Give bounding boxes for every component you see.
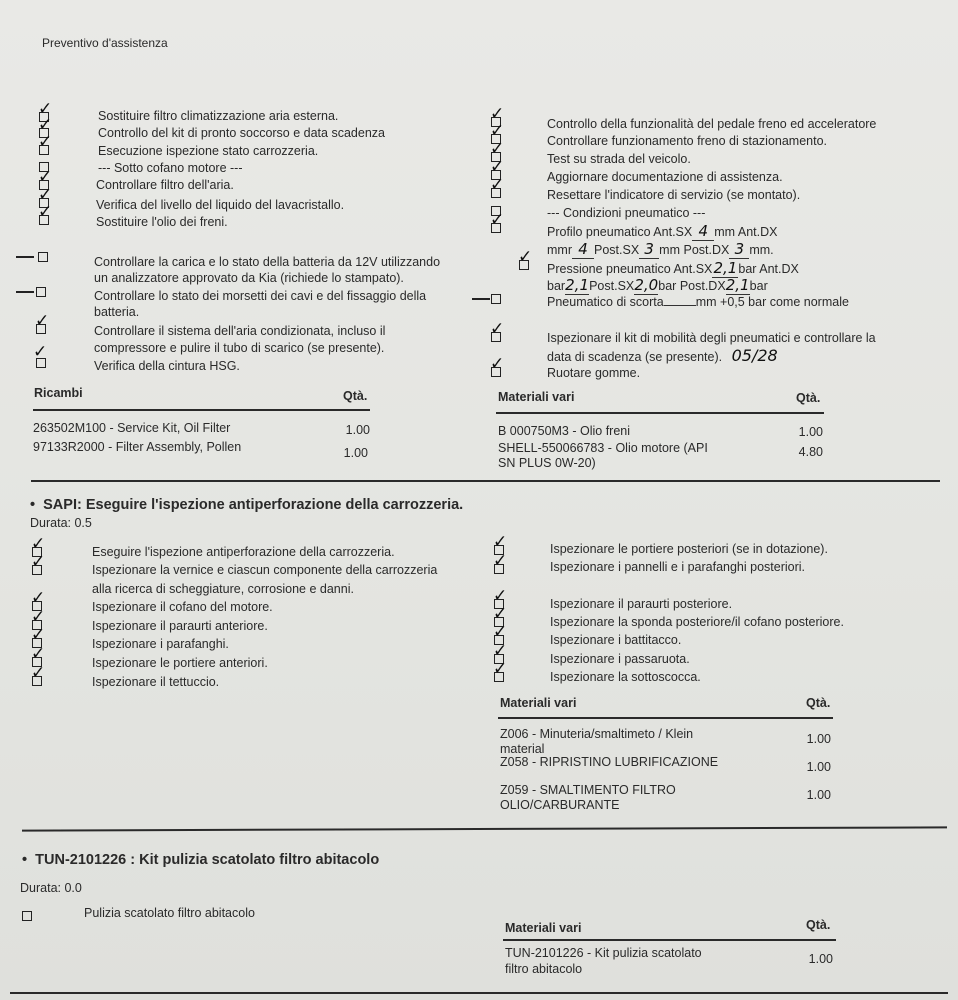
checklist-item-label: --- Sotto cofano motore --- xyxy=(98,161,243,175)
check-mark-icon: ✓ xyxy=(493,551,508,571)
checklist-item-label: Verifica del livello del liquido del lavacristallo. xyxy=(96,198,345,212)
handwritten-date: 05/28 xyxy=(731,346,778,365)
table-header-name: Materiali vari xyxy=(505,921,582,935)
checkbox[interactable] xyxy=(22,911,32,921)
check-mark-icon: ✓ xyxy=(490,104,505,124)
checklist-item-label: Ispezionare il cofano del motore. xyxy=(92,600,273,614)
checklist-item-label: Ispezionare le portiere anteriori. xyxy=(92,656,268,670)
checklist-item-label: Controllare funzionamento freno di stazionamento. xyxy=(547,134,828,148)
checklist-item-label: Controllare il sistema dell'aria condizionata, incluso il xyxy=(94,324,386,338)
table-cell-qty: 1.00 xyxy=(798,425,823,439)
checklist-item-label: Ispezionare la vernice e ciascun componente della carrozzeria xyxy=(92,563,438,577)
checkbox[interactable] xyxy=(38,252,48,262)
table-cell-name-cont: SN PLUS 0W-20) xyxy=(498,456,596,470)
section-divider xyxy=(10,992,948,994)
checklist-item-label: Ispezionare la sponda posteriore/il cofano posteriore. xyxy=(550,615,844,629)
tire-pressure-line-2: bar2,1Post.SX2,0bar Post.DX2,1bar xyxy=(547,276,768,294)
checklist-item-label: Ispezionare i pannelli e i parafanghi posteriori. xyxy=(550,560,806,574)
checklist-item-label-cont: alla ricerca di scheggiature, corrosione e danni. xyxy=(92,582,354,596)
checklist-item-label-cont: batteria. xyxy=(94,305,140,319)
table-header-qty: Qtà. xyxy=(796,391,821,405)
check-mark-icon: ✓ xyxy=(493,532,508,552)
check-mark-icon: ✓ xyxy=(38,132,53,152)
checklist-item-label: Controllo della funzionalità del pedale freno ed acceleratore xyxy=(547,117,877,131)
table-cell-qty: 1.00 xyxy=(808,952,833,966)
checklist-item-label-cont: data di scadenza (se presente). 05/28 xyxy=(547,346,778,365)
checklist-item-label: Ispezionare il paraurti posteriore. xyxy=(550,597,733,611)
table-header-qty: Qtà. xyxy=(806,918,831,932)
checklist-item-label-cont: compressore e pulire il tubo di scarico (se presente). xyxy=(94,341,385,355)
table-cell-name-cont: material xyxy=(500,742,545,756)
check-mark-icon: ✓ xyxy=(490,139,505,159)
handwritten-dash-mark xyxy=(472,298,490,300)
checklist-item-label: Aggiornare documentazione di assistenza. xyxy=(547,170,783,184)
check-mark-icon: ✓ xyxy=(38,185,53,205)
check-mark-icon: ✓ xyxy=(490,121,505,141)
checklist-item-label: Ispezionare i battitacco. xyxy=(550,633,682,647)
check-mark-icon: ✓ xyxy=(31,552,46,572)
check-mark-icon: ✓ xyxy=(493,586,508,606)
table-cell-name: SHELL-550066783 - Olio motore (API xyxy=(498,441,708,455)
table-cell-name-cont: filtro abitacolo xyxy=(505,962,583,976)
checklist-item-label-cont: un analizzatore approvato da Kia (richiede lo stampato). xyxy=(94,271,404,285)
checklist-item-label: Resettare l'indicatore di servizio (se montato). xyxy=(547,188,801,202)
checklist-item-label: Ispezionare il paraurti anteriore. xyxy=(92,619,268,633)
table-cell-name: 263502M100 - Service Kit, Oil Filter xyxy=(33,421,231,435)
checklist-item-label: Ispezionare il tettuccio. xyxy=(92,675,220,689)
section-title-sapi: • SAPI: Eseguire l'ispezione antiperforazione della carrozzeria. xyxy=(30,497,464,513)
table-cell-name: B 000750M3 - Olio freni xyxy=(498,424,631,438)
checklist-item-label: Sostituire l'olio dei freni. xyxy=(96,215,228,229)
tire-pressure-line-1: Pressione pneumatico Ant.SX2,1bar Ant.DX xyxy=(547,259,799,277)
table-cell-name: Z059 - SMALTIMENTO FILTRO xyxy=(500,783,676,797)
check-mark-icon: ✓ xyxy=(493,622,508,642)
document-title: Preventivo d'assistenza xyxy=(42,36,168,50)
section-duration: Durata: 0.5 xyxy=(30,516,92,530)
check-mark-icon: ✓ xyxy=(518,247,533,267)
check-mark-icon: ✓ xyxy=(38,167,53,187)
checklist-item-label: Sostituire filtro climatizzazione aria esterna. xyxy=(98,109,339,123)
checklist-item-label: Pulizia scatolato filtro abitacolo xyxy=(84,906,255,920)
check-mark-icon: ✓ xyxy=(493,641,508,661)
checklist-item-label: Test su strada del veicolo. xyxy=(547,152,691,166)
checklist-item-label: Ispezionare il kit di mobilità degli pneumatici e controllare la xyxy=(547,331,876,345)
table-header-name: Materiali vari xyxy=(498,390,575,404)
tire-profile-line-2: mmr 4 Post.SX 3 mm Post.DX 3 mm. xyxy=(547,240,774,258)
checklist-item-label: Pneumatico di scorta mm +0,5 bar come normale xyxy=(547,295,849,309)
table-header-rule xyxy=(496,412,824,414)
table-cell-name: Z058 - RIPRISTINO LUBRIFICAZIONE xyxy=(500,755,719,769)
checklist-item-label: --- Condizioni pneumatico --- xyxy=(547,206,706,220)
table-header-qty: Qtà. xyxy=(806,696,831,710)
check-mark-icon: ✓ xyxy=(31,607,46,627)
checklist-item-label: Controllare lo stato dei morsetti dei cavi e del fissaggio della xyxy=(94,289,427,303)
table-header-rule xyxy=(498,717,833,719)
table-header-name: Ricambi xyxy=(34,386,83,400)
table-cell-name: 97133R2000 - Filter Assembly, Pollen xyxy=(33,440,242,454)
check-mark-icon: ✓ xyxy=(38,202,53,222)
checklist-item-label: Ispezionare i parafanghi. xyxy=(92,637,229,651)
check-mark-icon: ✓ xyxy=(490,319,505,339)
table-header-rule xyxy=(33,409,370,411)
check-mark-icon: ✓ xyxy=(490,175,505,195)
section-title-tun: • TUN-2101226 : Kit pulizia scatolato filtro abitacolo xyxy=(22,852,380,868)
table-cell-qty: 1.00 xyxy=(806,788,831,802)
check-mark-icon: ✓ xyxy=(493,659,508,679)
section-divider xyxy=(31,480,940,482)
check-mark-icon: ✓ xyxy=(38,99,53,119)
checkbox[interactable] xyxy=(491,294,501,304)
tire-profile-line-1: Profilo pneumatico Ant.SX 4 mm Ant.DX xyxy=(547,222,778,240)
table-header-name: Materiali vari xyxy=(500,696,577,710)
check-mark-icon: ✓ xyxy=(35,311,50,331)
check-mark-icon: ✓ xyxy=(493,604,508,624)
check-mark-icon: ✓ xyxy=(31,625,46,645)
checklist-item-label: Ispezionare le portiere posteriori (se in dotazione). xyxy=(550,542,828,556)
table-cell-qty: 4.80 xyxy=(798,445,823,459)
check-mark-icon: ✓ xyxy=(490,354,505,374)
checklist-item-label: Esecuzione ispezione stato carrozzeria. xyxy=(98,144,319,158)
section-duration: Durata: 0.0 xyxy=(20,881,82,895)
table-header-rule xyxy=(503,939,836,941)
checklist-item-label: Eseguire l'ispezione antiperforazione della carrozzeria. xyxy=(92,545,395,559)
checklist-item-label: Controllare la carica e lo stato della batteria da 12V utilizzando xyxy=(94,255,441,269)
handwritten-dash-mark xyxy=(16,291,34,293)
checklist-item-label: Controllare filtro dell'aria. xyxy=(96,178,234,192)
checklist-item-label: Controllo del kit di pronto soccorso e data scadenza xyxy=(98,126,385,140)
check-mark-icon: ✓ xyxy=(31,534,46,554)
checklist-item-label: Ruotare gomme. xyxy=(547,366,641,380)
checklist-item-label: Verifica della cintura HSG. xyxy=(94,359,240,373)
table-cell-name: Z006 - Minuteria/smaltimeto / Klein xyxy=(500,727,694,741)
checkbox[interactable] xyxy=(36,287,46,297)
table-header-qty: Qtà. xyxy=(343,389,368,403)
check-mark-icon: ✓ xyxy=(33,342,48,362)
handwritten-dash-mark xyxy=(16,256,34,258)
check-mark-icon: ✓ xyxy=(31,644,46,664)
checklist-item-label: Ispezionare i passaruota. xyxy=(550,652,690,666)
check-mark-icon: ✓ xyxy=(38,115,53,135)
check-mark-icon: ✓ xyxy=(31,663,46,683)
table-cell-qty: 1.00 xyxy=(345,423,370,437)
section-divider xyxy=(22,826,947,831)
table-cell-qty: 1.00 xyxy=(806,760,831,774)
check-mark-icon: ✓ xyxy=(31,588,46,608)
table-cell-name: TUN-2101226 - Kit pulizia scatolato xyxy=(505,946,702,960)
table-cell-name-cont: OLIO/CARBURANTE xyxy=(500,798,620,812)
check-mark-icon: ✓ xyxy=(490,210,505,230)
table-cell-qty: 1.00 xyxy=(806,732,831,746)
check-mark-icon: ✓ xyxy=(490,157,505,177)
table-cell-qty: 1.00 xyxy=(343,446,368,460)
checklist-item-label: Ispezionare la sottoscocca. xyxy=(550,670,701,684)
